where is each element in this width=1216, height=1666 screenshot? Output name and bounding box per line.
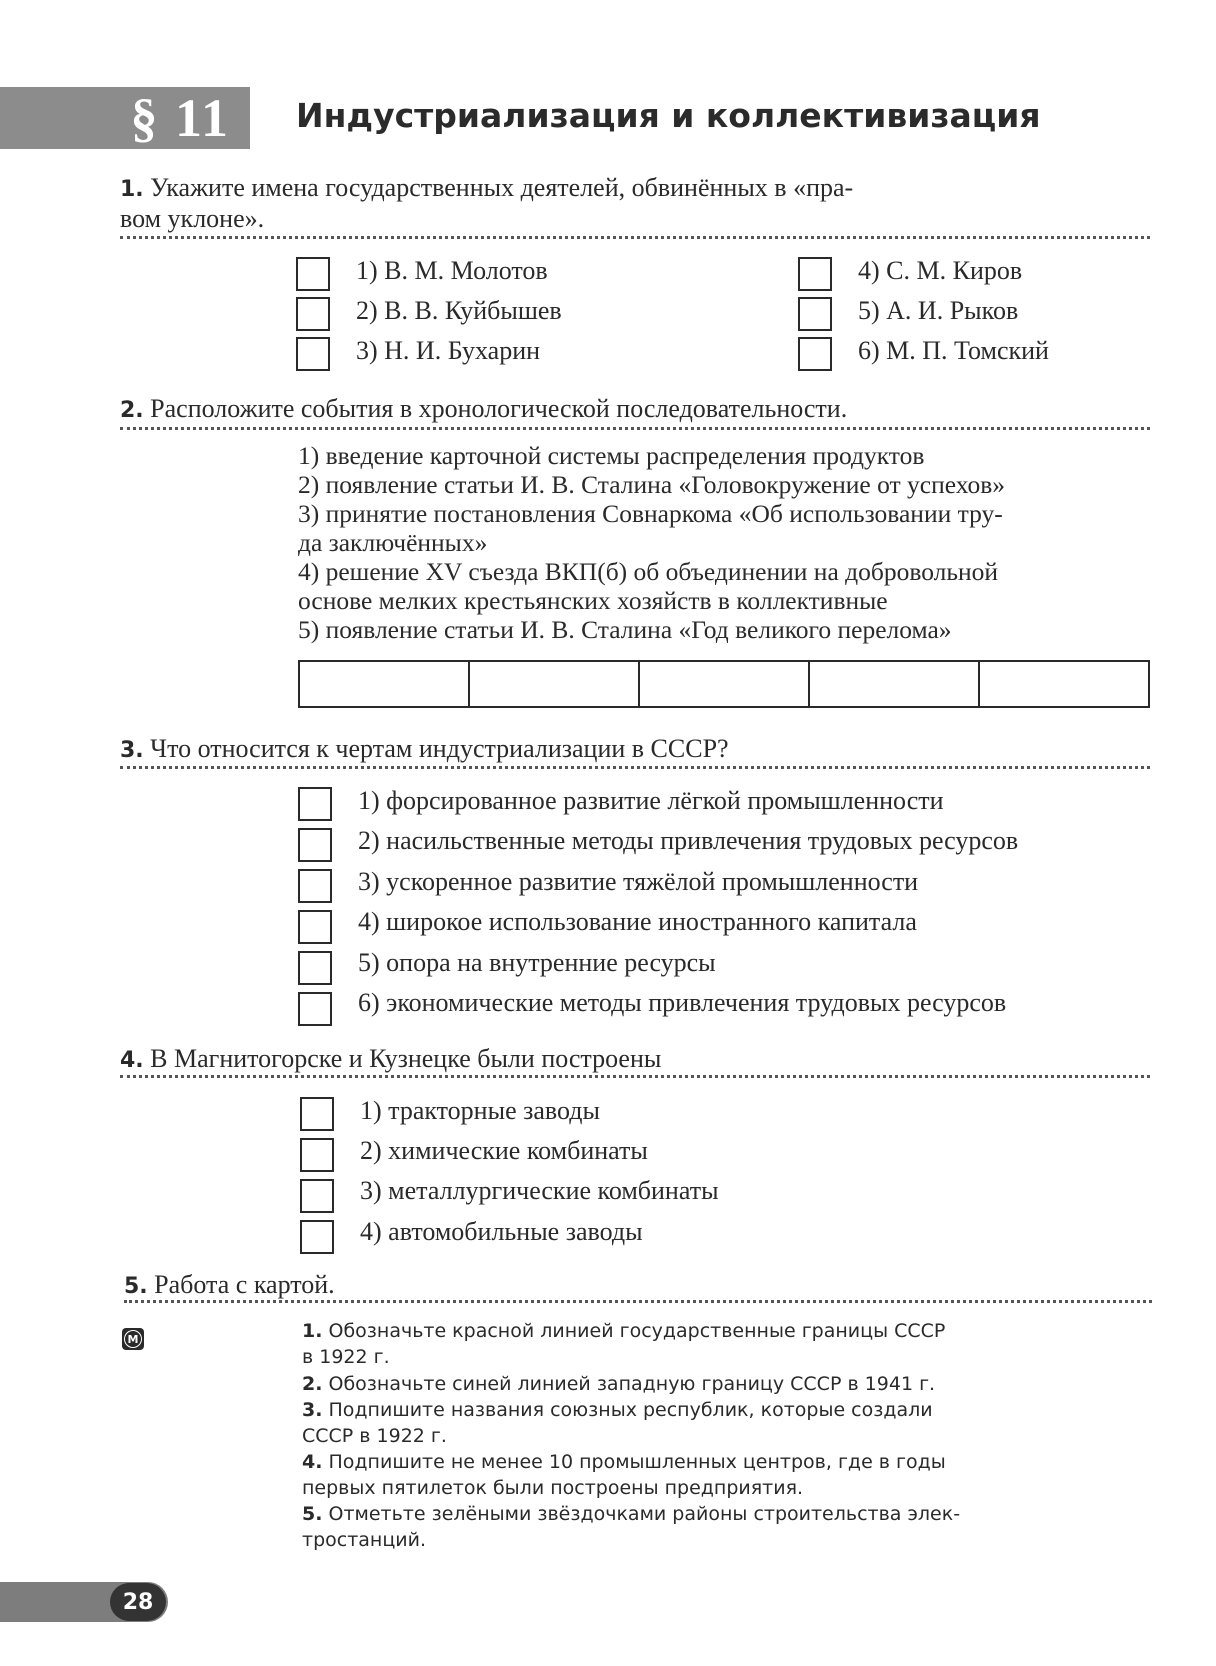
checkbox-q1-5[interactable]: [798, 297, 832, 331]
option-q3-2: 2) насильственные методы привлечения трудовых ресурсов: [358, 826, 1019, 855]
map-task-1: 1. Обозначьте красной линией государственные границы СССР в 1922 г.: [302, 1320, 946, 1368]
question-2: [120, 394, 1150, 425]
map-tasks-list: [302, 1318, 1032, 1553]
option-q4-2: 2) химические комбинаты: [360, 1136, 648, 1165]
question-3: [120, 734, 1150, 765]
checkbox-q4-2[interactable]: [300, 1138, 334, 1172]
section-badge: § 11: [0, 87, 250, 149]
map-task-5: 5. Отметьте зелёными звёздочками районы строительства элек- тростанций.: [302, 1503, 961, 1551]
checkbox-q3-3[interactable]: [298, 869, 332, 903]
answer-cell-1[interactable]: [300, 662, 470, 706]
option-q3-4: 4) широкое использование иностранного капитала: [358, 907, 917, 936]
answer-cell-3[interactable]: [640, 662, 810, 706]
event-line: 1) введение карточной системы распределения продуктов: [298, 441, 925, 470]
event-line: 2) появление статьи И. В. Сталина «Головокружение от успехов»: [298, 470, 1006, 499]
question-3-text: Что относится к чертам индустриализации в СССР?: [150, 734, 729, 763]
option-q4-1: 1) тракторные заводы: [360, 1096, 600, 1125]
answer-cell-2[interactable]: [470, 662, 640, 706]
dotted-divider: [120, 1075, 1150, 1078]
option-q1-1: 1) В. М. Молотов: [356, 256, 548, 285]
option-q1-5: 5) А. И. Рыков: [858, 296, 1019, 325]
checkbox-q3-2[interactable]: [298, 828, 332, 862]
page-title: Индустриализация и коллективизация: [296, 96, 1041, 135]
question-1: [120, 173, 1150, 233]
event-line: 4) решение XV съезда ВКП(б) об объединении на добровольной: [298, 557, 999, 586]
question-3-number: 3.: [120, 738, 144, 763]
checkbox-q4-3[interactable]: [300, 1179, 334, 1213]
option-q1-2: 2) В. В. Куйбышев: [356, 296, 562, 325]
option-q1-3: 3) Н. И. Бухарин: [356, 336, 541, 365]
checkbox-q4-1[interactable]: [300, 1097, 334, 1131]
map-badge-icon: М: [122, 1328, 144, 1350]
question-5-number: 5.: [124, 1274, 148, 1299]
option-q3-1: 1) форсированное развитие лёгкой промышленности: [358, 786, 944, 815]
events-list: [298, 441, 1158, 644]
checkbox-q3-6[interactable]: [298, 992, 332, 1026]
option-q3-5: 5) опора на внутренние ресурсы: [358, 948, 716, 977]
answer-cell-5[interactable]: [980, 662, 1148, 706]
question-4: [120, 1044, 1150, 1075]
question-1-number: 1.: [120, 177, 144, 202]
checkbox-q3-4[interactable]: [298, 910, 332, 944]
checkbox-q3-1[interactable]: [298, 787, 332, 821]
question-4-text: В Магнитогорске и Кузнецке были построены: [150, 1044, 662, 1073]
question-1-text-line1: Укажите имена государственных деятелей, обвинённых в «пра-: [150, 173, 854, 202]
dotted-divider: [120, 766, 1150, 769]
event-line: 3) принятие постановления Совнаркома «Об использовании тру-: [298, 499, 1003, 528]
event-line: да заключённых»: [298, 528, 488, 557]
event-line: 5) появление статьи И. В. Сталина «Год великого перелома»: [298, 615, 952, 644]
option-q1-6: 6) М. П. Томский: [858, 336, 1049, 365]
dotted-divider: [120, 427, 1150, 430]
option-q4-4: 4) автомобильные заводы: [360, 1217, 643, 1246]
map-task-4: 4. Подпишите не менее 10 промышленных центров, где в годы первых пятилеток были построены предприятия.: [302, 1451, 946, 1499]
question-5-text: Работа с картой.: [154, 1270, 335, 1299]
map-task-2: 2. Обозначьте синей линией западную границу СССР в 1941 г.: [302, 1373, 936, 1395]
option-q1-4: 4) С. М. Киров: [858, 256, 1023, 285]
question-5: [124, 1270, 1154, 1301]
checkbox-q1-1[interactable]: [296, 257, 330, 291]
question-2-number: 2.: [120, 398, 144, 423]
checkbox-q1-3[interactable]: [296, 337, 330, 371]
checkbox-q3-5[interactable]: [298, 951, 332, 985]
checkbox-q1-4[interactable]: [798, 257, 832, 291]
dotted-divider: [124, 1300, 1152, 1303]
question-2-text: Расположите события в хронологической последовательности.: [150, 394, 848, 423]
question-4-number: 4.: [120, 1048, 144, 1073]
option-q3-6: 6) экономические методы привлечения трудовых ресурсов: [358, 988, 1007, 1017]
answer-cell-4[interactable]: [810, 662, 980, 706]
page-number: 28: [110, 1583, 166, 1621]
option-q4-3: 3) металлургические комбинаты: [360, 1176, 719, 1205]
checkbox-q4-4[interactable]: [300, 1220, 334, 1254]
checkbox-q1-2[interactable]: [296, 297, 330, 331]
option-q3-3: 3) ускоренное развитие тяжёлой промышленности: [358, 867, 919, 896]
answer-sequence-table: [298, 660, 1150, 708]
dotted-divider: [120, 236, 1150, 239]
event-line: основе мелких крестьянских хозяйств в коллективные: [298, 586, 888, 615]
map-task-3: 3. Подпишите названия союзных республик, которые создали СССР в 1922 г.: [302, 1399, 933, 1447]
checkbox-q1-6[interactable]: [798, 337, 832, 371]
question-1-text-line2: вом уклоне».: [120, 204, 265, 233]
